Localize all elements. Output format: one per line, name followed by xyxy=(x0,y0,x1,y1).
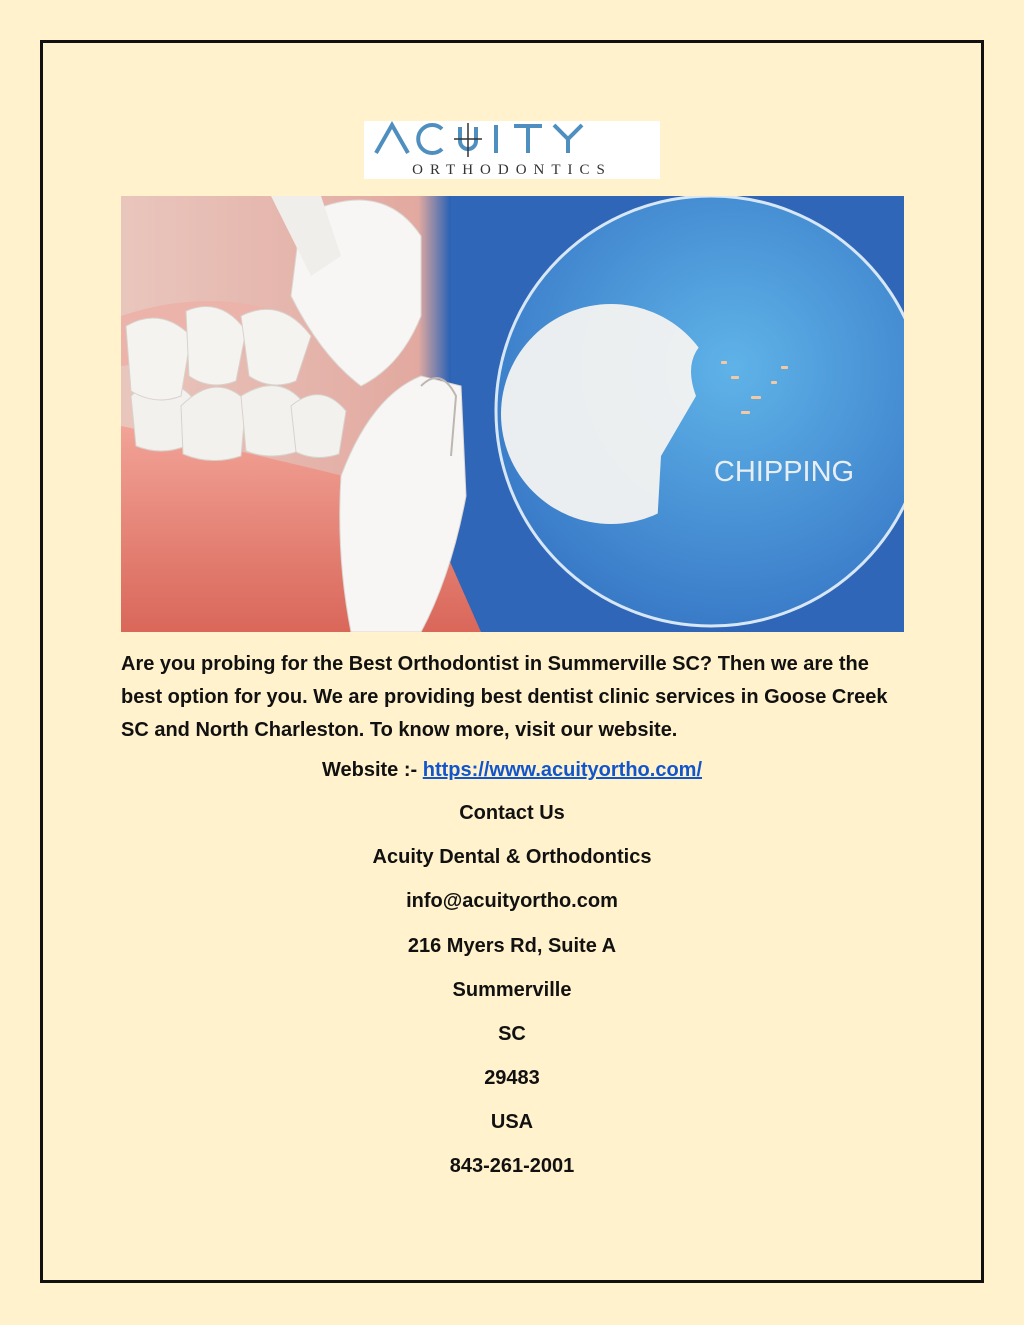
website-label: Website :- xyxy=(321,759,423,781)
website-line xyxy=(40,757,984,783)
intro-paragraph: Are you probing for the Best Orthodontist in Summerville SC? Then we are the best option for you. We are providing best dentist clinic services in Goose Creek SC and North Charleston. To know more, visit our website. xyxy=(121,653,888,741)
contact-street: 216 Myers Rd, Suite A xyxy=(407,935,617,957)
logo-subtitle: ORTHODONTICS xyxy=(412,162,612,178)
contact-city: Summerville xyxy=(452,979,572,1001)
contact-name: Acuity Dental & Orthodontics xyxy=(372,846,652,868)
contact-phone: 843-261-2001 xyxy=(449,1155,575,1177)
contact-email: info@acuityortho.com xyxy=(406,890,618,912)
contact-state: SC xyxy=(498,1023,526,1045)
hero-image-chipping-teeth xyxy=(121,196,904,632)
acuity-logo xyxy=(364,121,660,179)
contact-heading: Contact Us xyxy=(459,802,565,824)
contact-zip: 29483 xyxy=(484,1067,540,1089)
contact-country: USA xyxy=(490,1111,534,1133)
website-link[interactable]: https://www.acuityortho.com/ xyxy=(422,759,703,781)
hero-caption: CHIPPING xyxy=(713,456,855,488)
